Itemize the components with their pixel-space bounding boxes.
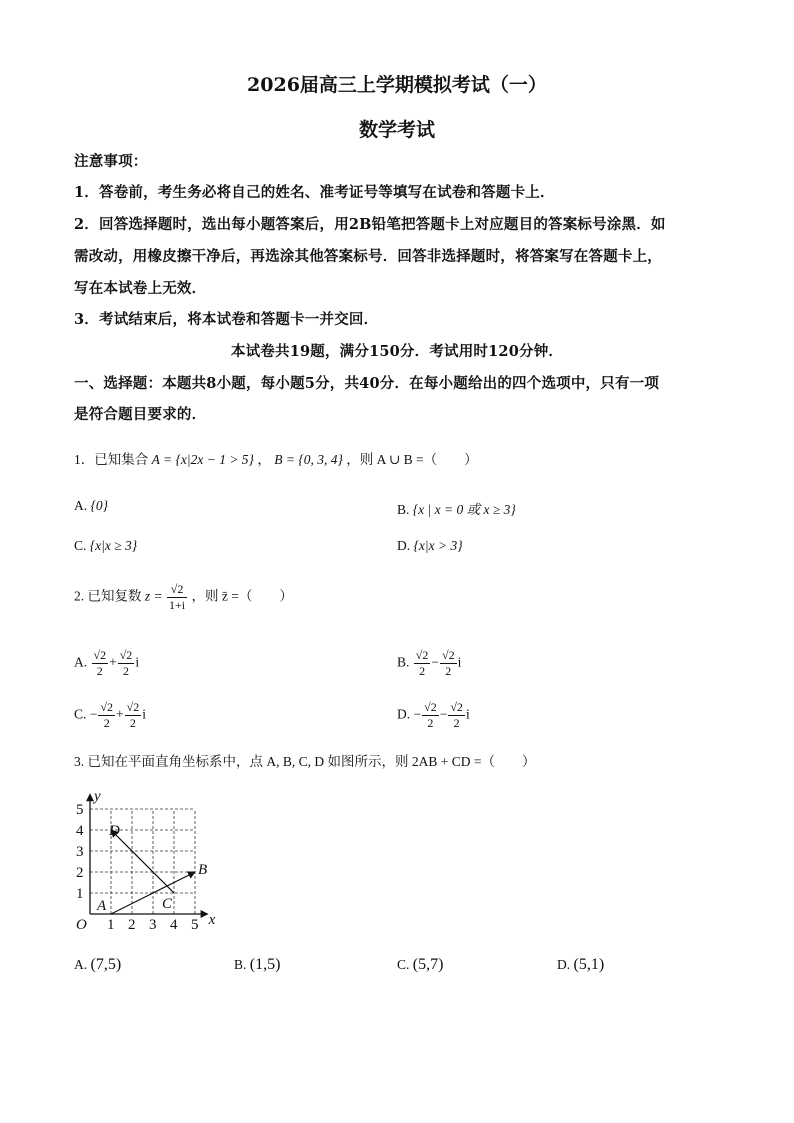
point-label-d: D xyxy=(109,823,120,839)
q2b-num2: √2 xyxy=(441,648,455,662)
q2c-i: i xyxy=(142,706,146,722)
section-1-line-2: 是符合题目要求的． xyxy=(74,406,207,423)
q3-option-a[interactable] xyxy=(74,956,121,974)
section-1-line-1: 一、选择题：本题共8小题，每小题5分，共40分．在每小题给出的四个选项中，只有一项 xyxy=(74,375,660,392)
q2d-den2: 2 xyxy=(453,716,460,730)
q3-option-d-label: D. xyxy=(557,957,571,972)
q2b-i: i xyxy=(457,654,462,670)
q2-option-a-label: A. xyxy=(74,654,88,670)
q2d-op: − xyxy=(439,706,448,722)
q2a-den1: 2 xyxy=(96,664,103,678)
x-tick-label: 3 xyxy=(149,917,157,933)
q3-option-b-label: B. xyxy=(234,957,247,972)
q1-ask: ，则 A ∪ B =（ ） xyxy=(346,452,478,467)
x-tick-label: 1 xyxy=(107,917,115,933)
q3-option-d[interactable] xyxy=(557,956,604,974)
q2-z: z = xyxy=(144,588,163,604)
q2b-den1: 2 xyxy=(419,664,426,678)
exam-summary: 本试卷共19题，满分150分．考试用时120分钟． xyxy=(230,343,564,360)
q2-option-a[interactable] xyxy=(74,648,139,679)
q1-option-a[interactable] xyxy=(74,498,108,514)
y-tick-label: 3 xyxy=(76,844,84,860)
q2c-neg: − xyxy=(89,706,98,722)
q2c-op: + xyxy=(115,706,124,722)
q2d-neg: − xyxy=(413,706,422,722)
q3-option-d-text: (5,1) xyxy=(573,956,605,973)
q1-option-b-label: B. xyxy=(397,502,410,517)
q1-option-d[interactable] xyxy=(397,538,463,554)
x-tick-label: 4 xyxy=(170,917,178,933)
point-label-b: B xyxy=(198,862,208,878)
q3-option-a-label: A. xyxy=(74,957,88,972)
q1-option-c[interactable] xyxy=(74,538,137,554)
q3-option-b-text: (1,5) xyxy=(249,956,281,973)
note-2-line-3: 写在本试卷上无效． xyxy=(74,280,207,297)
q2b-num1: √2 xyxy=(415,648,429,662)
q2-fraction xyxy=(167,582,187,613)
q2a-i: i xyxy=(135,654,140,670)
y-tick-label: 2 xyxy=(76,865,84,881)
q2d-num2: √2 xyxy=(450,700,463,714)
q2-number: 2. 已知复数 xyxy=(74,588,142,604)
q1-option-b-text: {x | x = 0 或 x ≥ 3} xyxy=(412,502,516,517)
q2b-op: − xyxy=(431,654,439,670)
exam-subtitle: 数学考试 xyxy=(358,119,435,141)
q1-option-c-text: {x|x ≥ 3} xyxy=(89,538,138,553)
y-tick-label: 5 xyxy=(76,802,84,818)
q1-option-d-text: {x|x > 3} xyxy=(413,538,463,553)
q2c-den1: 2 xyxy=(103,716,110,730)
q2-option-c-label: C. xyxy=(74,706,87,722)
q2c-num2: √2 xyxy=(126,700,140,714)
point-label-c: C xyxy=(162,896,173,912)
q1-option-b[interactable] xyxy=(397,498,516,518)
vector-cd xyxy=(111,830,174,893)
q2-option-b[interactable] xyxy=(397,648,461,679)
q1-number: 1．已知集合 xyxy=(74,452,149,467)
q2-ask: ，则 z̄ =（ ） xyxy=(191,588,293,604)
q2-fraction-numerator: √2 xyxy=(167,582,187,598)
note-2-line-2: 需改动，用橡皮擦干净后，再选涂其他答案标号．回答非选择题时，将答案写在答题卡上， xyxy=(74,248,662,265)
q3-option-c-text: (5,7) xyxy=(412,956,444,973)
notes-heading: 注意事项： xyxy=(74,153,148,170)
point-label-a: A xyxy=(97,898,107,914)
question-2 xyxy=(74,582,293,613)
q2a-num1: √2 xyxy=(93,648,107,662)
q1-option-a-text: {0} xyxy=(90,498,109,513)
q2-option-d-label: D. xyxy=(397,706,411,722)
q2d-i: i xyxy=(465,706,470,722)
q1-comma: ， xyxy=(257,452,271,467)
note-2-line-1: 2．回答选择题时，选出每小题答案后，用2B铅笔把答题卡上对应题目的答案标号涂黑．如 xyxy=(74,216,666,233)
question-1 xyxy=(74,448,478,468)
q2a-den2: 2 xyxy=(123,664,130,678)
q3-option-a-text: (7,5) xyxy=(90,956,122,973)
q2d-num1: √2 xyxy=(424,700,437,714)
q2c-num1: √2 xyxy=(100,700,113,714)
q2c-den2: 2 xyxy=(129,716,136,730)
y-axis-label: y xyxy=(94,788,101,805)
q1-option-a-label: A. xyxy=(74,498,88,513)
q2d-den1: 2 xyxy=(427,716,434,730)
question-3: 3. 已知在平面直角坐标系中，点 A, B, C, D 如图所示，则 2AB + CD =（ ） xyxy=(74,754,536,769)
q1-set-a: A = {x|2x − 1 > 5} xyxy=(151,452,254,467)
q2b-den2: 2 xyxy=(445,664,452,678)
note-3: 3．考试结束后，将本试卷和答题卡一并交回． xyxy=(74,311,379,328)
q1-set-b: B = {0, 3, 4} xyxy=(274,452,343,467)
q3-option-b[interactable] xyxy=(234,956,280,974)
q3-option-c-label: C. xyxy=(397,957,410,972)
y-tick-label: 4 xyxy=(76,823,84,839)
coordinate-figure xyxy=(68,784,238,934)
q2-option-b-label: B. xyxy=(397,654,410,670)
x-axis-label: x xyxy=(208,912,216,928)
x-tick-label: 5 xyxy=(191,917,199,933)
q2-option-d[interactable] xyxy=(397,700,470,731)
q3-option-c[interactable] xyxy=(397,956,443,974)
q1-option-d-label: D. xyxy=(397,538,411,553)
q2-option-c[interactable] xyxy=(74,700,146,731)
axes xyxy=(90,794,208,914)
q2-fraction-denominator: 1+i xyxy=(169,598,186,612)
q2a-num2: √2 xyxy=(119,648,133,662)
q1-option-c-label: C. xyxy=(74,538,87,553)
x-tick-label: 2 xyxy=(128,917,136,933)
q2a-op: + xyxy=(109,654,117,670)
exam-title: 2026届高三上学期模拟考试（一） xyxy=(247,74,547,96)
note-1: 1．答卷前，考生务必将自己的姓名、准考证号等填写在试卷和答题卡上． xyxy=(74,184,555,201)
origin-label: O xyxy=(76,917,87,933)
y-tick-label: 1 xyxy=(76,886,84,902)
